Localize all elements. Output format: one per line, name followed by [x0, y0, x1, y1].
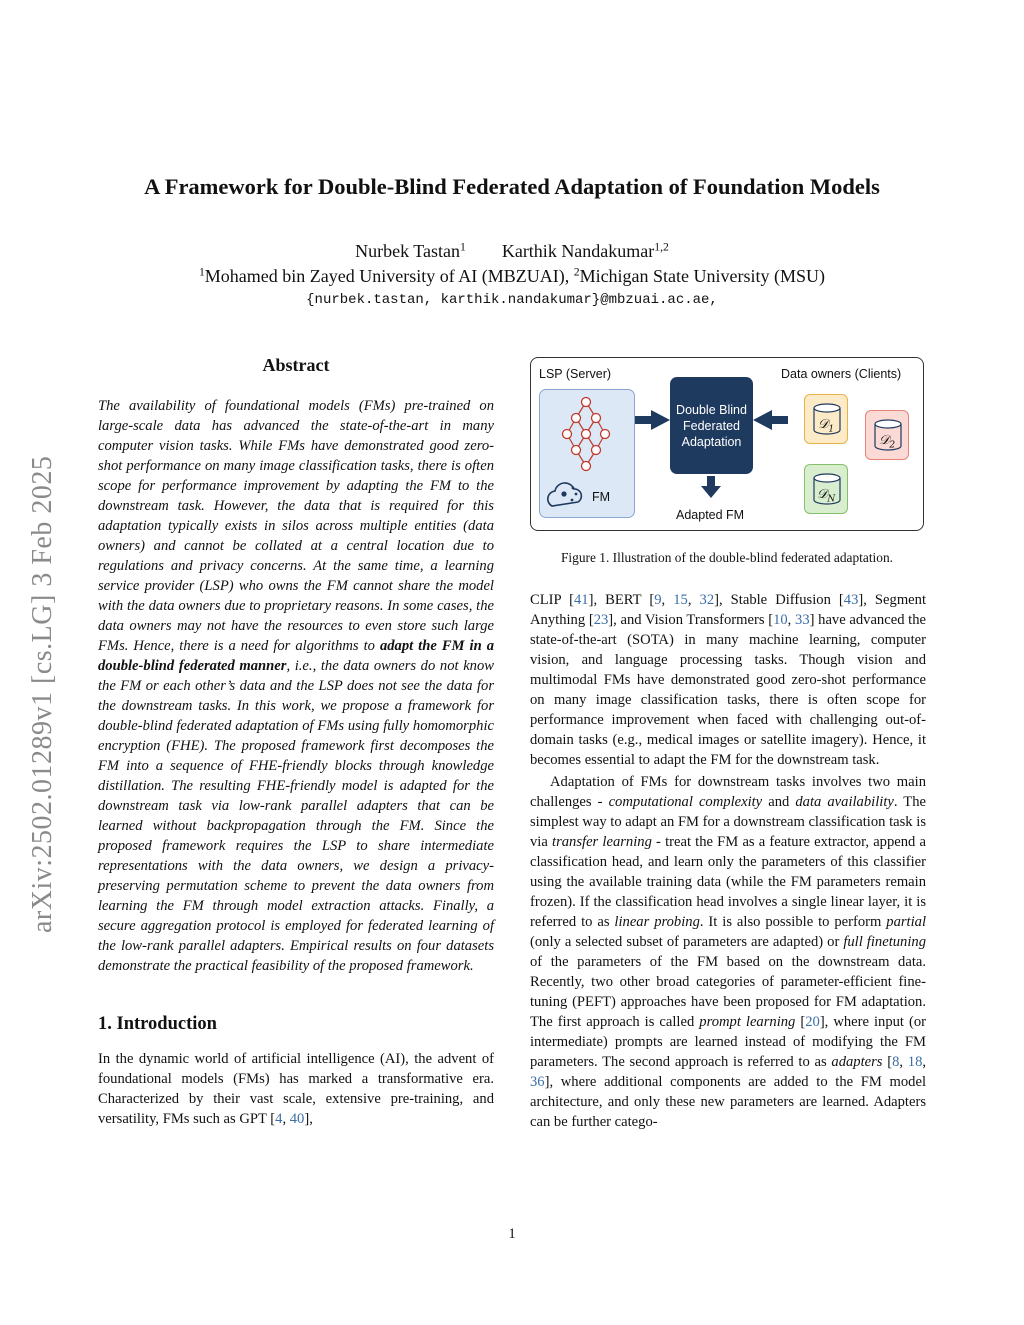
citation-link[interactable]: 9: [654, 592, 662, 608]
citation-link[interactable]: 43: [843, 592, 859, 608]
left-column: [98, 355, 494, 1129]
cloud-ai-icon: [548, 483, 582, 506]
figure-caption: Figure 1. Illustration of the double-blind federated adaptation.: [560, 550, 894, 565]
figure-1: [530, 357, 924, 531]
citation-link[interactable]: 41: [574, 592, 589, 608]
fm-label: FM: [592, 490, 611, 504]
author-affil-sup: 1,2: [654, 240, 669, 254]
citation-link[interactable]: 40: [289, 1111, 305, 1127]
arrow-left-icon: [635, 410, 670, 430]
data-owners-label: Data owners (Clients): [781, 367, 902, 381]
paper-title: A Framework for Double-Blind Federated Adaptation of Foundation Models: [144, 174, 880, 199]
author-name: Karthik Nandakumar: [501, 241, 655, 261]
citation-link[interactable]: 33: [795, 612, 810, 628]
client-n-database: 𝒟$_N$: [804, 464, 848, 514]
citation-link[interactable]: 36: [530, 1074, 545, 1090]
citation-link[interactable]: 4: [275, 1111, 283, 1127]
affiliations: $^1$Mohamed bin Zayed University of AI (MBZUAI), $^2$Michigan State University (MSU): [198, 265, 826, 286]
arxiv-side-stamp: arXiv:2502.01289v1 [cs.LG] 3 Feb 2025: [27, 455, 58, 933]
arrow-right-icon: [753, 410, 788, 430]
client-1-database: 𝒟$_1$: [804, 394, 848, 444]
citation-link[interactable]: 8: [892, 1054, 900, 1070]
author-name: Nurbek Tastan: [355, 241, 460, 261]
author-affil-sup: 1: [459, 240, 466, 254]
abstract-heading: Abstract: [262, 355, 330, 375]
arrow-down-icon: [701, 476, 721, 498]
page-number: 1: [508, 1226, 516, 1242]
lsp-server-label: LSP (Server): [539, 367, 612, 381]
citation-link[interactable]: 18: [907, 1054, 923, 1070]
author-emails: {nurbek.tastan, karthik.nandakumar}@mbzuai.ac.ae,: [306, 292, 718, 308]
client-2-database: 𝒟$_2$: [865, 410, 909, 460]
body-paragraph: CLIP [41], BERT [9, 15, 32], Stable Diffusion [43], Segment Anything [23], and Vision Transformers [10, 33] have advanced the state-of-the-art (SOTA) in many machine learning, computer vision, and language processing tasks. Though vision and multimodal FMs have demonstrated good zero-shot performance on many image classification tasks, there is often scope for performance improvement when faced with challenging out-of-domain tasks (e.g., medical images or satellite imagery). Hence, it becomes essential to adapt the FM for the downstream task.: [530, 592, 927, 768]
citation-link[interactable]: 15: [673, 592, 688, 608]
body-paragraph: Adaptation of FMs for downstream tasks involves two main challenges - computational complexity and data availability. The simplest way to adapt an FM for a downstream classification task is via transfer learning - treat the FM as a feature extractor, append a classification head, and learn only the parameters of this classifier using the available training data (while the FM parameters remain frozen). If the classification head involves a single linear layer, it is referred to as linear probing. It is also possible to perform partial (only a selected subset of parameters are adapted) or full finetuning of the parameters of the FM based on the downstream data. Recently, two other broad categories of parameter-efficient fine-tuning (PEFT) approaches have been proposed for FM adaptation. The first approach is called prompt learning [20], where input (or intermediate) prompts are learned instead of modifying the FM parameters. The second approach is referred to as adapters [8, 18, 36], where additional components are added to the FM model architecture, and only these new parameters are learned. Adapters can be further catego-: [530, 774, 927, 1130]
server-fm-box: [539, 389, 635, 518]
right-column: [530, 590, 926, 1132]
intro-paragraph: In the dynamic world of artificial intelligence (AI), the advent of foundational models (FMs) has marked a transformative era. Characterized by their vast scale, extensive pre-training, and versatility, FMs such as GPT [4, 40],: [98, 1051, 494, 1127]
author-list: [0, 241, 1024, 262]
abstract-text: The availability of foundational models (FMs) pre-trained on large-scale data has advanced the state-of-the-art in many computer vision tasks. While FMs have demonstrated good zero-shot performance on many image classification tasks, there is often scope for performance improvement by adapting the FM to the downstream task. However, the data that is required for this adaptation typically exists in silos across multiple entities (data owners) and cannot be collated at a central location due to regulations and privacy concerns. At the same time, a learning service provider (LSP) who owns the FM cannot share the model with the data owners due to proprietary reasons. In some cases, the data owners may not have the resources to even store such large FMs. Hence, there is a need for algorithms to adapt the FM in a double-blind federated manner, i.e., the data owners do not know the FM or each other’s data and the LSP does not see the data for the downstream tasks. In this work, we propose a framework for double-blind federated adaptation of FMs using fully homomorphic encryption (FHE). The proposed framework first decomposes the FM into a sequence of FHE-friendly blocks through knowledge distillation. The resulting FHE-friendly model is adapted for the downstream task via low-rank parallel adapters that can be learned without backpropagation through the FM. Since the proposed framework requires the LSP to share intermediate representations with the data owners, we design a privacy-preserving permutation scheme to prevent the data owners from learning the FM through model extraction attacks. Finally, a secure aggregation protocol is employed for federated learning of the low-rank parallel adapters. Empirical results on four datasets demonstrate the practical feasibility of the proposed framework.: [98, 398, 494, 974]
double-blind-federated-adaptation-box: Double Blind Federated Adaptation: [670, 377, 753, 474]
citation-link[interactable]: 32: [699, 592, 715, 608]
citation-link[interactable]: 23: [593, 612, 609, 628]
citation-link[interactable]: 20: [805, 1014, 820, 1030]
citation-link[interactable]: 10: [773, 612, 788, 628]
section-heading-introduction: 1. Introduction: [98, 1014, 217, 1034]
adapted-fm-label: Adapted FM: [676, 508, 745, 522]
neural-network-icon: [540, 390, 634, 517]
